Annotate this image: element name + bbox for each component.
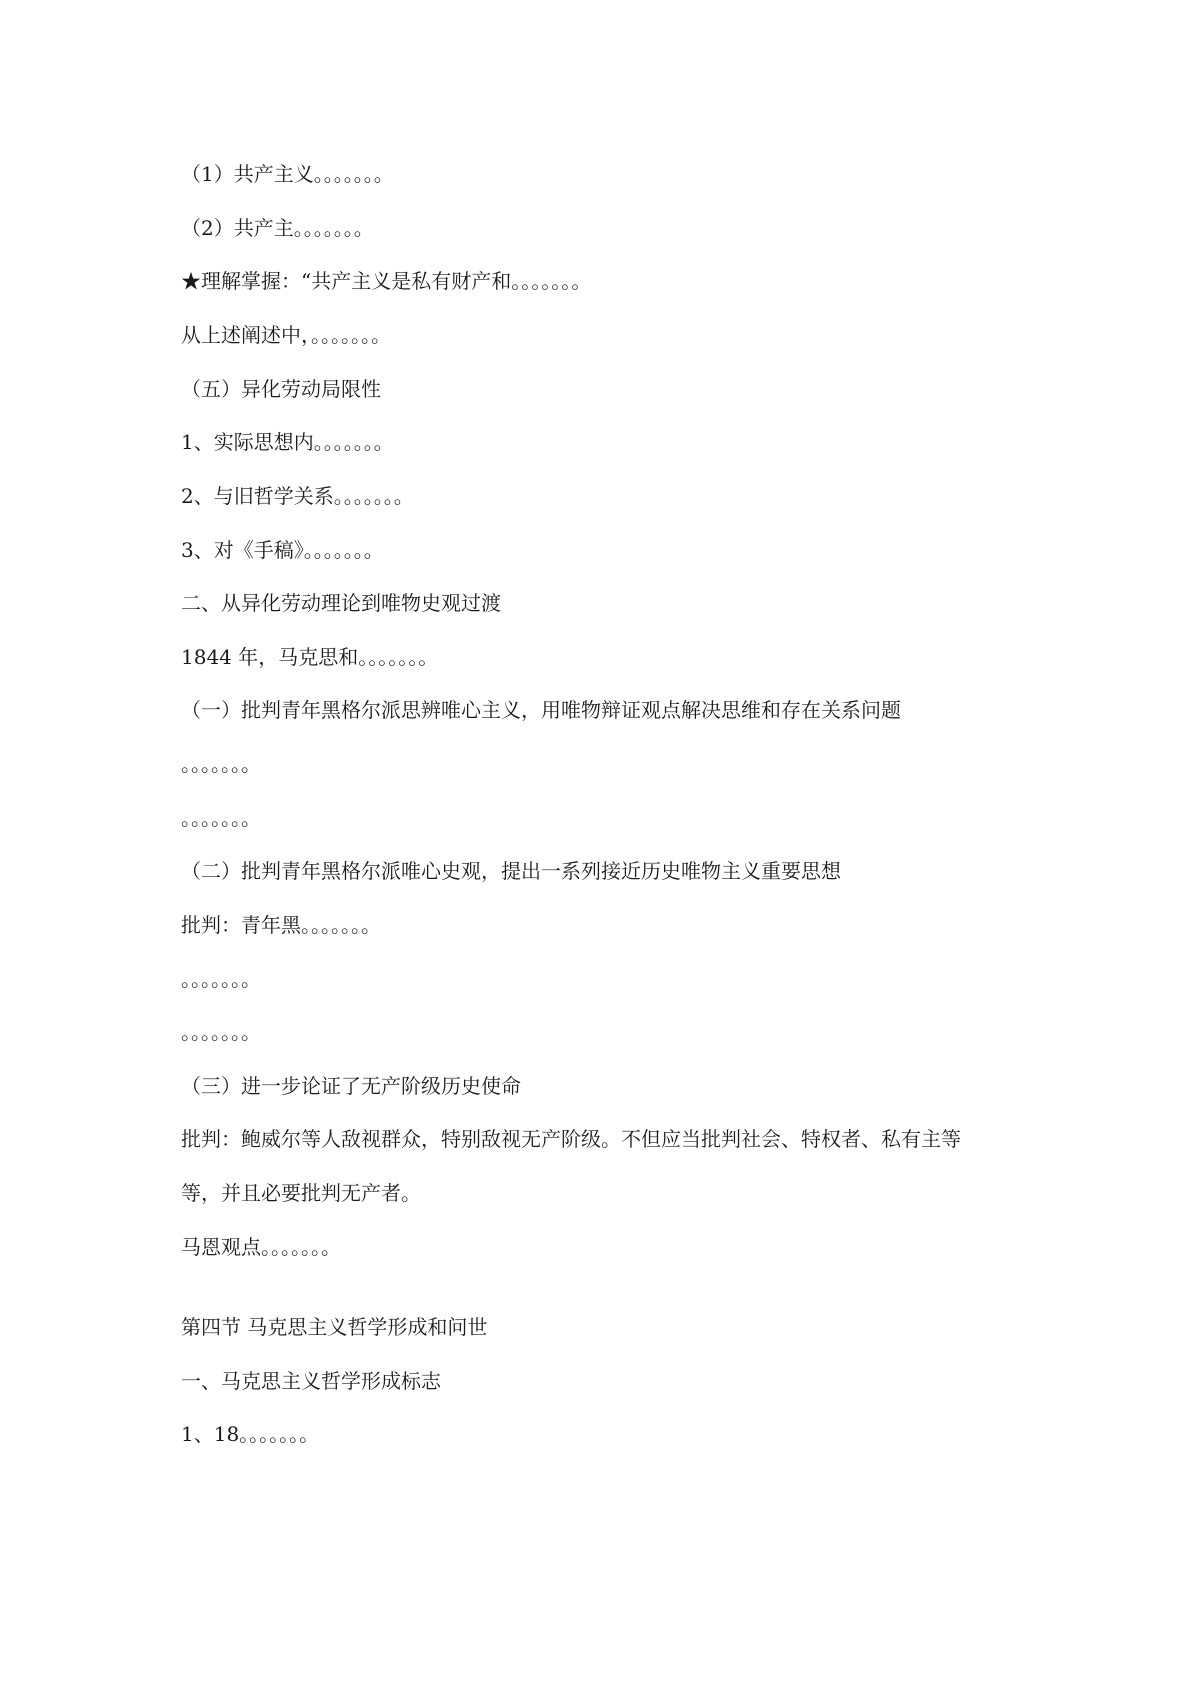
section-heading: （一）批判青年黑格尔派思辨唯心主义，用唯物辩证观点解决思维和存在关系问题: [181, 698, 901, 722]
text-line: 。。。。。。。: [181, 806, 261, 830]
section-heading: （三）进一步论证了无产阶级历史使命: [181, 1074, 521, 1098]
text-line: 2、与旧哲学关系。。。。。。。: [181, 484, 414, 508]
text-line: 批判：鲍威尔等人敌视群众，特别敌视无产阶级。不但应当批判社会、特权者、私有主等: [181, 1127, 961, 1151]
section-heading: （五）异化劳动局限性: [181, 377, 381, 401]
text-line: 1、18。。。。。。。: [181, 1422, 320, 1446]
section-heading: 二、从异化劳动理论到唯物史观过渡: [181, 591, 501, 615]
text-line: 3、对《手稿》。。。。。。。: [181, 538, 384, 562]
text-line: 。。。。。。。: [181, 1020, 261, 1044]
text-line: 等，并且必要批判无产者。: [181, 1181, 421, 1205]
text-line: 马恩观点。。。。。。。: [181, 1235, 341, 1259]
text-line: 。。。。。。。: [181, 752, 261, 776]
text-line: 批判：青年黑。。。。。。。: [181, 913, 381, 937]
section-heading: （二）批判青年黑格尔派唯心史观，提出一系列接近历史唯物主义重要思想: [181, 859, 841, 883]
text-line: （1）共产主义。。。。。。。: [181, 162, 394, 186]
text-line: 。。。。。。。: [181, 967, 261, 991]
chapter-heading: 第四节 马克思主义哲学形成和问世: [181, 1315, 488, 1339]
text-line: ★理解掌握：“共产主义是私有财产和。。。。。。。: [181, 269, 592, 293]
section-heading: 一、马克思主义哲学形成标志: [181, 1369, 441, 1393]
text-line: 1844 年，马克思和。。。。。。。: [181, 645, 439, 669]
text-line: （2）共产主。。。。。。。: [181, 216, 374, 240]
text-line: 从上述阐述中，。。。。。。。: [181, 323, 391, 347]
text-line: 1、实际思想内。。。。。。。: [181, 430, 394, 454]
